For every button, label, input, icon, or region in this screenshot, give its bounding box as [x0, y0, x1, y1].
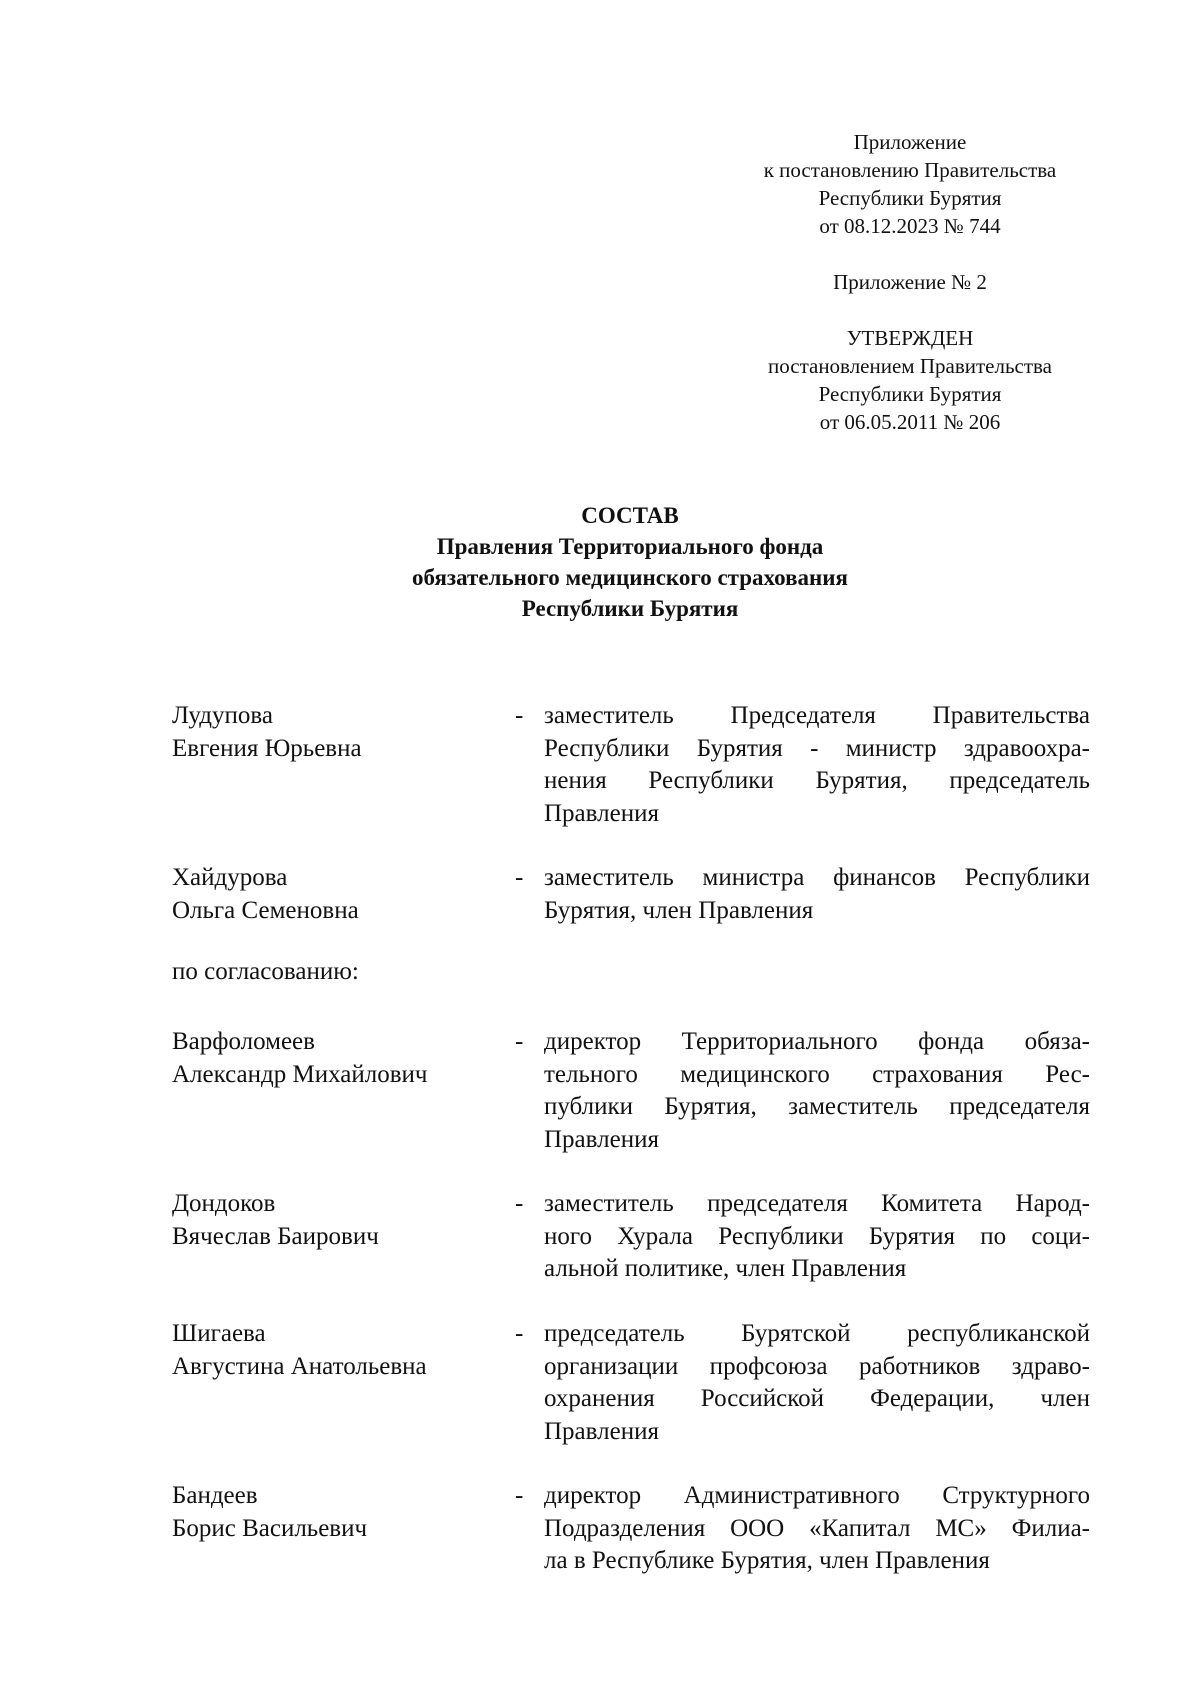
position-line: публики Бурятия, заместитель председателя	[544, 1093, 1090, 1120]
position-line: организации профсоюза работников здраво-	[544, 1352, 1090, 1380]
position-line: Подразделения ООО «Капитал МС» Филиа-	[544, 1514, 1090, 1542]
appendix-reference	[740, 128, 1080, 240]
position-line: заместитель министра финансов Республики	[544, 864, 1090, 891]
title-line: обязательного медицинского страхования	[412, 565, 848, 590]
member-name	[172, 1318, 502, 1383]
member-dash: -	[515, 702, 524, 729]
member-given-name: Августина Анатольевна	[172, 1352, 427, 1380]
member-name	[172, 1188, 502, 1253]
title-line: СОСТАВ	[581, 503, 679, 528]
member-surname: Бандеев	[172, 1482, 258, 1509]
member-surname: Шигаева	[172, 1320, 266, 1347]
member-dash: -	[515, 864, 524, 891]
member-given-name: Евгения Юрьевна	[172, 734, 362, 762]
appendix-line: Приложение	[853, 130, 967, 154]
member-given-name: Ольга Семеновна	[172, 896, 359, 924]
position-line: ного Хурала Республики Бурятия по соци-	[544, 1222, 1090, 1250]
member-given-name: Вячеслав Баирович	[172, 1222, 379, 1250]
member-surname: Хайдурова	[172, 864, 288, 891]
title-line: Правления Территориального фонда	[436, 534, 824, 559]
position-line: директор Административного Структурного	[544, 1482, 1090, 1509]
member-name	[172, 862, 502, 927]
appendix-line: от 08.12.2023 № 744	[819, 214, 1001, 238]
member-dash: -	[515, 1320, 524, 1347]
member-name	[172, 1026, 502, 1091]
appendix-line: к постановлению Правительства	[763, 158, 1057, 182]
position-line: директор Территориального фонда обяза-	[544, 1028, 1090, 1055]
member-surname: Варфоломеев	[172, 1028, 315, 1055]
member-given-name: Александр Михайлович	[172, 1060, 428, 1088]
member-position	[544, 1026, 1090, 1156]
member-name	[172, 1480, 502, 1545]
appendix-number-text: Приложение № 2	[833, 270, 987, 294]
member-position	[544, 700, 1090, 830]
position-line: Бурятия, член Правления	[544, 896, 814, 924]
member-position	[544, 1318, 1090, 1448]
position-line: заместитель Председателя Правительства	[544, 702, 1090, 729]
position-line: председатель Бурятской республиканской	[544, 1320, 1090, 1347]
appendix-line: Республики Бурятия	[818, 186, 1002, 210]
approved-line: от 06.05.2011 № 206	[819, 410, 1001, 434]
position-line: Правления	[544, 799, 659, 827]
member-position	[544, 1188, 1090, 1286]
member-surname: Лудупова	[172, 702, 273, 729]
approved-line: постановлением Правительства	[767, 354, 1052, 378]
position-line: Республики Бурятия - министр здравоохра-	[544, 734, 1090, 762]
approved-line: Республики Бурятия	[818, 382, 1002, 406]
member-position	[544, 862, 1090, 927]
approved-line: УТВЕРЖДЕН	[846, 326, 974, 350]
position-line: заместитель председателя Комитета Народ-	[544, 1190, 1090, 1217]
appendix-number	[740, 268, 1080, 296]
member-given-name: Борис Васильевич	[172, 1514, 368, 1542]
member-dash: -	[515, 1028, 524, 1055]
section-label-agreement: по согласованию:	[172, 958, 359, 985]
document-title	[0, 500, 1200, 624]
position-line: альной политике, член Правления	[544, 1255, 907, 1282]
position-line: ла в Республике Бурятия, член Правления	[544, 1547, 990, 1574]
approval-stamp	[740, 324, 1080, 436]
member-dash: -	[515, 1190, 524, 1217]
position-line: тельного медицинского страхования Рес-	[544, 1060, 1090, 1088]
position-line: Правления	[544, 1417, 659, 1445]
title-line: Республики Бурятия	[521, 596, 739, 621]
position-line: нения Республики Бурятия, председатель	[544, 767, 1090, 794]
member-surname: Дондоков	[172, 1190, 276, 1217]
member-dash: -	[515, 1482, 524, 1509]
position-line: Правления	[544, 1125, 659, 1153]
member-position	[544, 1480, 1090, 1578]
member-name	[172, 700, 502, 765]
position-line: охранения Российской Федерации, член	[544, 1385, 1090, 1412]
